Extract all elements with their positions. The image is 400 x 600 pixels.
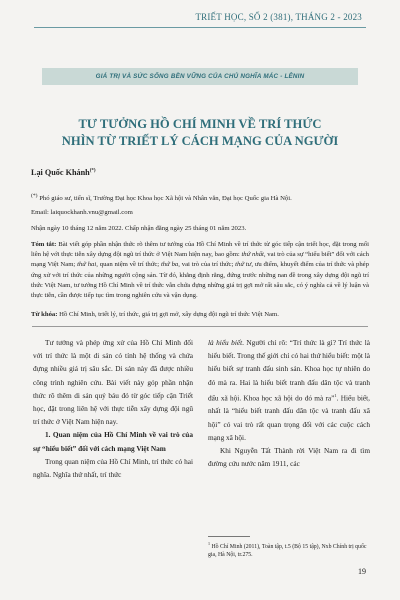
page-number: 19 (358, 567, 366, 576)
body-column-right (208, 336, 370, 470)
abstract-text-e: , ưu điểm, khuyết điểm của trí thức và phép ứng xử với trí thức của những người cộng sản. Từ đó, khẳng định rằng, đứng trước những nan đề trong xây dựng đội ngũ trí thức Việt Nam, tư tưởng Hồ Chí Minh về trí thức vẫn chứa đựng những giá trị gợi mở rất sâu sắc, có ý nghĩa cả về lý luận và thực tiễn, cần được tiếp tục tìm trong nghiên cứu và vận dụng. (31, 261, 369, 300)
abstract-text-d: , vai trò của trí thức; (178, 261, 236, 269)
keywords-divider (32, 326, 368, 327)
article-title-line-2: NHÌN TỪ TRIẾT LÝ CÁCH MẠNG CỦA NGƯỜI (61, 134, 339, 148)
body-text: . Người chỉ rõ: “Trí thức là gì? Trí thức là hiểu biết. Trong thế giới chỉ có hai thứ hiểu biết: một là hiểu biết sự tranh đấu sinh sản. Khoa học tự nhiên do đó mà ra. Hai là hiểu biết tranh đấu dân tộc và tranh đấu xã hội. Khoa học xã hội do đó mà ra” (208, 338, 370, 403)
body-emphasis: là hiểu biết (208, 338, 243, 347)
abstract-em-4: thứ tư (235, 261, 252, 269)
author-name (31, 168, 96, 177)
author-name-text: Lại Quốc Khánh (31, 168, 90, 177)
author-footnote-mark: (*) (89, 168, 96, 174)
article-title (30, 116, 370, 150)
keywords (31, 310, 369, 320)
article-title-line-1: TƯ TƯỞNG HỒ CHÍ MINH VỀ TRÍ THỨC (78, 117, 322, 131)
affiliation-text: Phó giáo sư, tiến sĩ, Trường Đại học Khoa học Xã hội và Nhân văn, Đại học Quốc gia Hà Nội. (37, 195, 292, 203)
footnote-reference[interactable]: 1 (334, 392, 337, 398)
body-paragraph: Trong quan niệm của Hồ Chí Minh, trí thức có hai nghĩa. Nghĩa thứ nhất, trí thức (33, 456, 193, 480)
section-banner-label: GIÁ TRỊ VÀ SỨC SỐNG BỀN VỮNG CỦA CHỦ NGHĨA MÁC - LÊNIN (95, 73, 305, 80)
keywords-label: Từ khóa: (31, 311, 58, 318)
header-rule (34, 27, 366, 28)
keywords-text: Hồ Chí Minh, triết lý, trí thức, giá trị gợi mở, xây dựng đội ngũ trí thức Việt Nam. (57, 311, 279, 318)
running-head: TRIẾT HỌC, SỐ 2 (381), THÁNG 2 - 2023 (195, 12, 362, 22)
abstract-em-1: thứ nhất (241, 251, 264, 259)
body-paragraph: Khi Nguyễn Tất Thành rời Việt Nam ra đi tìm đường cứu nước năm 1911, các (208, 446, 370, 469)
section-heading: 1. Quan niệm của Hồ Chí Minh về vai trò của sự “hiểu biết” đối với cách mạng Việt Nam (33, 430, 193, 453)
abstract-text-a: Bài viết góp phần nhận thức rõ thêm tư tưởng của Hồ Chí Minh về trí thức từ góc tiếp cận triết học, đặt trong mối liên hệ với thực tiễn xây dựng đội ngũ trí thức ở Việt Nam hiện nay, bao gồm: (31, 241, 369, 259)
footnote (208, 540, 370, 560)
affiliation-mark: (*) (31, 193, 38, 199)
body-paragraph: Tư tưởng và phép ứng xử của Hồ Chí Minh đối với trí thức là một di sản có tính hệ thống và chứa đựng nhiều giá trị sâu sắc. Di sản này đã được nhiều công trình nghiên cứu. Bài viết này góp phần nhận thức rõ thêm di sản quý báu đó từ góc tiếp cận Triết học, đặt trong liên hệ với thực tiễn xây dựng đội ngũ trí thức ở Việt Nam hiện nay. (33, 338, 193, 427)
abstract-text-c: , quan niệm về trí thức; (96, 261, 161, 269)
email-label: Email: (31, 209, 51, 216)
body-column-left (33, 336, 193, 481)
footnote-mark: 1 (208, 541, 210, 546)
abstract-em-3: thứ ba (160, 261, 179, 269)
abstract (31, 240, 369, 301)
footnote-rule (208, 536, 250, 537)
author-affiliation (31, 191, 369, 204)
body-paragraph (208, 336, 370, 444)
submission-dates: Nhận ngày 10 tháng 12 năm 2022. Chấp nhận đăng ngày 25 tháng 01 năm 2023. (31, 225, 247, 232)
email-address[interactable]: laiquockhanh.vnu@gmail.com (50, 209, 133, 216)
section-banner (42, 68, 358, 85)
abstract-em-2: thứ hai (77, 261, 97, 269)
author-email (31, 208, 369, 218)
abstract-text-b: , vai trò của sự “hiểu biết” đối với cách mạng Việt Nam; (31, 251, 369, 269)
footnote-text: Hồ Chí Minh (2011), Toàn tập, t.5 (Bộ 15 tập), Nxb Chính trị quốc gia, Hà Nội, tr.275. (208, 543, 367, 559)
abstract-label: Tóm tắt: (31, 241, 57, 248)
body-text: . Hiểu biết, nhất là “hiểu biết tranh đấu dân tộc và tranh đấu xã hội” có vai trò rất quan trọng đối với các cuộc cách mạng xã hội. (208, 393, 370, 442)
